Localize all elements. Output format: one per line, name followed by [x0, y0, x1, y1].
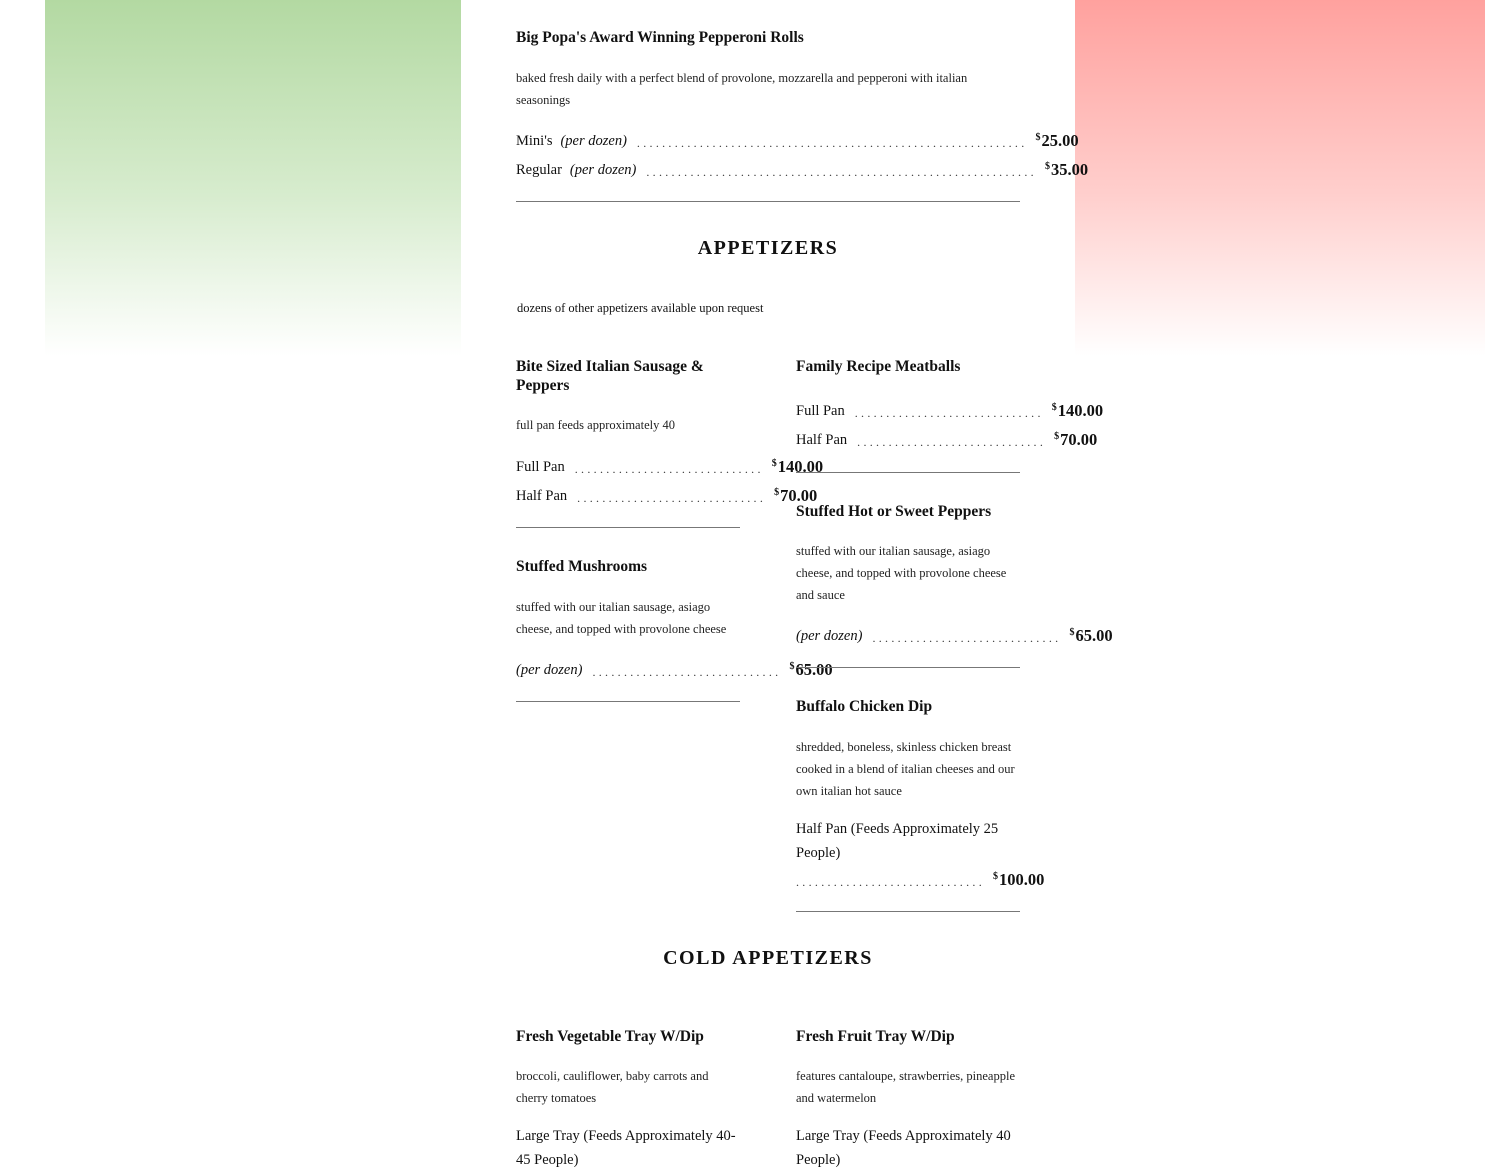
dot-leader: ..............................	[857, 435, 1047, 449]
red-gradient-panel	[1075, 0, 1485, 356]
green-gradient-panel	[45, 0, 461, 356]
price-label: Half Pan (Feeds Approximately 25 People)	[796, 821, 999, 861]
price-value: $70.00	[774, 486, 818, 505]
item-description: full pan feeds approximately 40	[516, 418, 675, 432]
item-description: stuffed with our italian sausage, asiago cheese, and topped with provolone cheese and sauce	[796, 544, 1007, 602]
price-value: $35.00	[1044, 160, 1089, 179]
item-title: Fresh Fruit Tray W/Dip	[796, 1028, 955, 1045]
price-label: Mini's	[516, 133, 553, 149]
item-title: Buffalo Chicken Dip	[796, 698, 933, 715]
price-label: Regular	[516, 162, 562, 178]
price-unit: (per dozen)	[569, 162, 637, 178]
price-value: $70.00	[1054, 430, 1098, 449]
section-note: dozens of other appetizers available upon request	[517, 301, 764, 315]
price-label: Large Tray (Feeds Approximately 40 People)	[796, 1128, 1011, 1168]
dot-leader: ..............................................................	[636, 136, 1028, 150]
item-title: Stuffed Mushrooms	[516, 558, 648, 575]
price-value: $25.00	[1035, 131, 1079, 150]
item-description: broccoli, cauliflower, baby carrots and cherry tomatoes	[516, 1069, 709, 1105]
item-description: stuffed with our italian sausage, asiago cheese, and topped with provolone cheese	[516, 600, 727, 636]
price-label: Full Pan	[516, 459, 565, 475]
price-label: Half Pan	[516, 488, 568, 504]
item-description: baked fresh daily with a perfect blend of provolone, mozzarella and pepperoni with italian seasonings	[516, 71, 968, 107]
item-title: Big Popa's Award Winning Pepperoni Rolls	[516, 29, 804, 46]
item-title: Bite Sized Italian Sausage & Peppers	[516, 358, 704, 394]
dot-leader: ..............................	[854, 406, 1044, 420]
price-value: $65.00	[789, 660, 833, 679]
section-title-cold-appetizers: COLD APPETIZERS	[663, 947, 873, 969]
price-value: $140.00	[1051, 401, 1104, 420]
dot-leader: ..............................	[577, 491, 767, 505]
item-description: shredded, boneless, skinless chicken breast cooked in a blend of italian cheeses and our own italian hot sauce	[796, 740, 1015, 798]
item-title: Family Recipe Meatballs	[796, 358, 961, 375]
dot-leader: ..............................	[872, 631, 1062, 645]
cold-left-column	[516, 0, 740, 1168]
dot-leader: ..............................................................	[646, 165, 1037, 179]
price-unit: (per dozen)	[796, 628, 863, 644]
price-value: $140.00	[771, 457, 824, 476]
price-label: Full Pan	[796, 403, 845, 419]
price-label: Large Tray (Feeds Approximately 40-45 People)	[516, 1128, 736, 1168]
dot-leader: ..............................	[574, 462, 764, 476]
price-unit: (per dozen)	[560, 133, 627, 149]
price-value: $65.00	[1069, 626, 1113, 645]
item-description: features cantaloupe, strawberries, pineapple and watermelon	[796, 1069, 1015, 1105]
dot-leader: ..............................	[796, 875, 985, 889]
section-title-appetizers: APPETIZERS	[697, 237, 839, 259]
dot-leader: ..............................	[592, 665, 782, 679]
item-title: Stuffed Hot or Sweet Peppers	[796, 503, 992, 520]
cold-right-column	[796, 0, 1020, 1168]
price-label: Half Pan	[796, 432, 848, 448]
item-title: Fresh Vegetable Tray W/Dip	[516, 1028, 704, 1045]
price-unit: (per dozen)	[516, 662, 583, 678]
price-value: $100.00	[993, 870, 1045, 889]
